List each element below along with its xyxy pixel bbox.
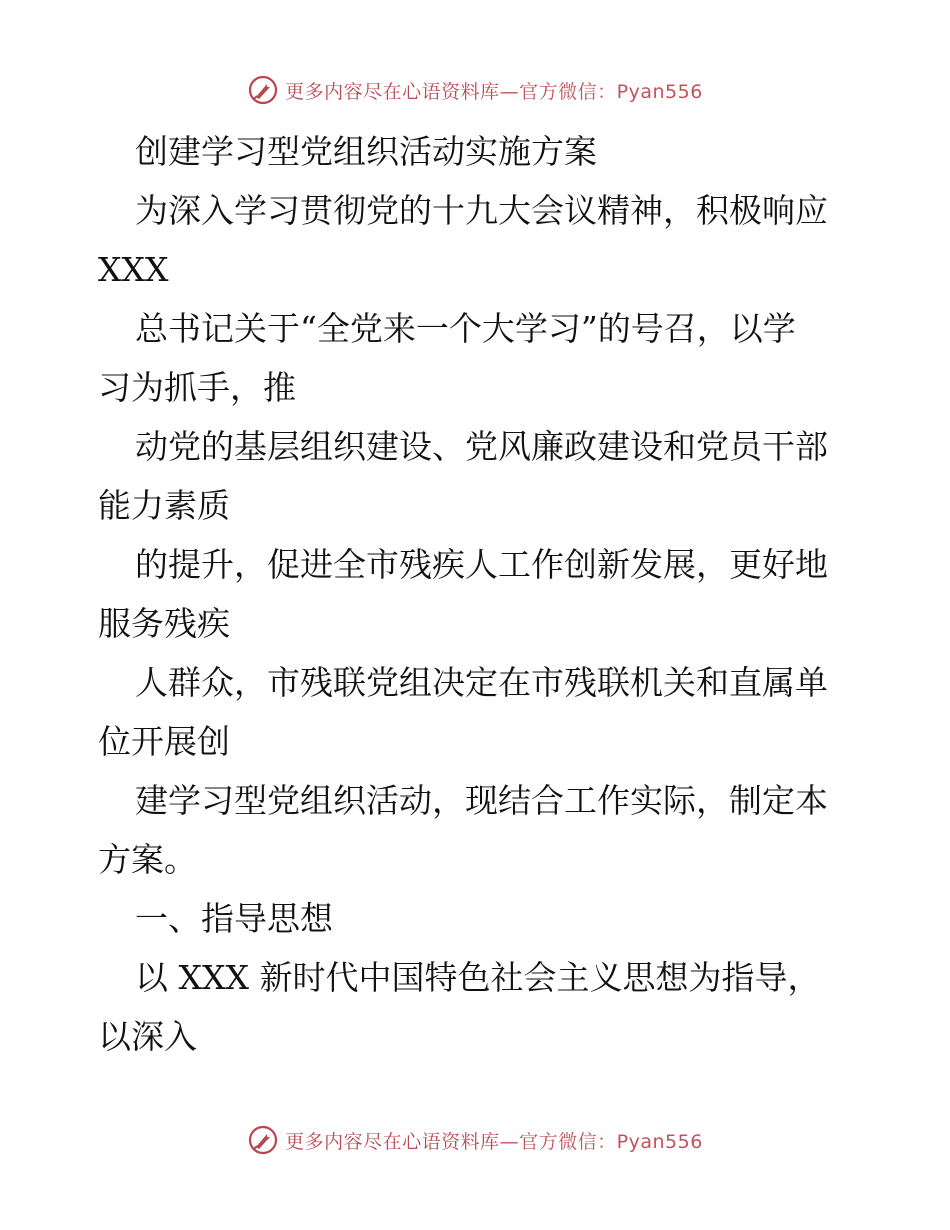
paragraph-line: 为深入学习贯彻党的十九大会议精神，积极响应 <box>135 191 828 230</box>
section-heading: 一、指导思想 <box>135 899 333 938</box>
footer-banner <box>0 1120 950 1160</box>
paragraph-line: 以 XXX 新时代中国特色社会主义思想为指导， <box>135 958 821 997</box>
paragraph-line: 能力素质 <box>98 486 230 525</box>
pen-nib-logo-icon <box>247 74 279 106</box>
document-body <box>98 122 858 1066</box>
paragraph-line: 习为抓手，推 <box>98 368 296 407</box>
banner-wechat: —官方微信：Pyan556 <box>499 1130 703 1153</box>
paragraph-line: 人群众，市残联党组决定在市残联机关和直属单 <box>135 663 828 702</box>
banner-text: 更多内容尽在心语资料库 <box>285 1130 500 1153</box>
paragraph-line: 以深入 <box>98 1017 197 1056</box>
banner-text: 更多内容尽在心语资料库 <box>285 80 500 103</box>
document-title: 创建学习型党组织活动实施方案 <box>135 132 597 171</box>
paragraph-line: 动党的基层组织建设、党风廉政建设和党员干部 <box>135 427 828 466</box>
banner-wechat: —官方微信：Pyan556 <box>499 80 703 103</box>
paragraph-line: 的提升，促进全市残疾人工作创新发展，更好地 <box>135 545 828 584</box>
header-banner <box>0 70 950 110</box>
pen-nib-logo-icon <box>247 1124 279 1156</box>
paragraph-line: 建学习型党组织活动，现结合工作实际，制定本 <box>135 781 828 820</box>
paragraph-line: 服务残疾 <box>98 604 230 643</box>
paragraph-line: 位开展创 <box>98 722 230 761</box>
paragraph-line: XXX <box>98 250 169 289</box>
paragraph-line: 总书记关于“全党来一个大学习”的号召，以学 <box>135 309 796 348</box>
paragraph-line: 方案。 <box>98 840 197 879</box>
